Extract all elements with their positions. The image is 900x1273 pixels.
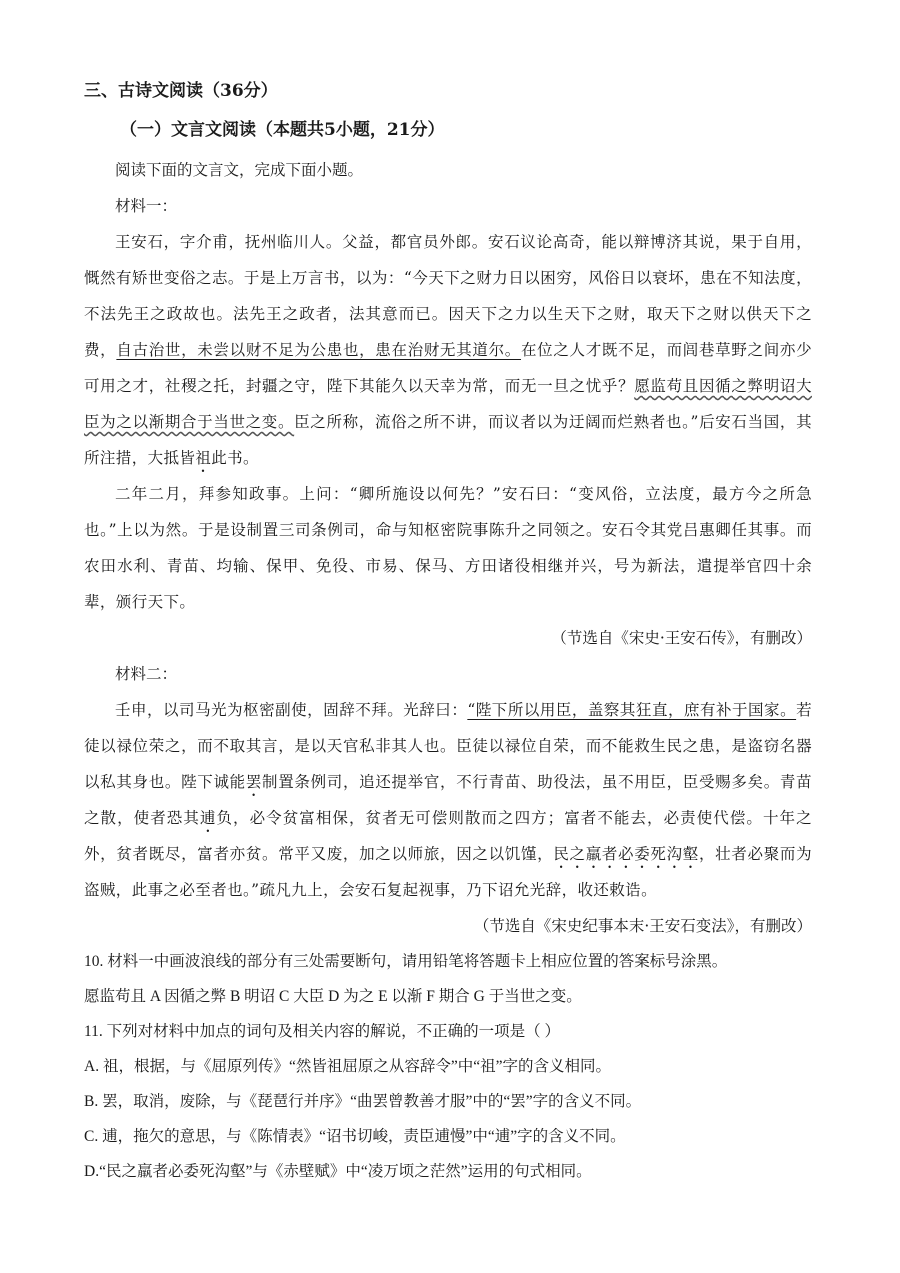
text-segment: 负，必令贫富相保，贫者无可偿则散而之四方；富者不能去，必责使代偿。十年之外，贫者既尽，富者亦贫。常平又废，加之以师旅，因之以饥馑， [84, 809, 812, 863]
text-segment: 在位之人才既不足，而闾巷草野之间亦少可用之才，社稷之托，封疆之守，陛下其能久以天幸为常，而无一旦之忧乎？ [84, 341, 812, 395]
material1-label: 材料一： [115, 197, 178, 215]
material2-source: （节选自《宋史纪事本末·王安石变法》，有删改） [473, 917, 812, 935]
text-segment: 壬申，以司马光为枢密副使，固辞不拜。光辞曰： [115, 701, 468, 719]
question-11-option-a: A. 祖，根据，与《屈原列传》“然皆祖屈原之从容辞令”中“祖”字的含义相同。 [84, 1058, 611, 1075]
text-segment: 王安石，字介甫，抚州临川人。父益，都官员外郎。安石议论高奇，能以辩博济其说，果于自用，慨然有矫世变俗之志。于是上万言书，以为：“今天下之财力日以困穷，风俗日以衰坏，患在不知法度，不法先王之政故也。法先王之政者，法其意而已。因天下之力以生天下之财，取天下之财以供天下之费， [84, 233, 812, 359]
section-subtitle: （一）文言文阅读（本题共5小题，21分） [120, 120, 445, 140]
material1-source: （节选自《宋史·王安石传》，有删改） [551, 629, 812, 647]
text-segment: 臣之所称，流俗之所不讲，而议者以为迂阔而烂熟者也。”后安石当国，其所注措，大抵皆 [84, 413, 812, 467]
dotted-word: 罢 [245, 773, 263, 791]
material1-paragraph2: 二年二月，拜参知政事。上问：“卿所施设以何先？”安石曰：“变风俗，立法度，最方今之所急也。”上以为然。于是设制置三司条例司，命与知枢密院事陈升之同领之。安石令其党吕惠卿任其事。而农田水利、青苗、均输、保甲、免役、市易、保马、方田诸役相继并兴，号为新法，遣提举官四十余辈，颁行天下。 [84, 485, 812, 611]
text-segment: ，壮者必聚而为盗贼，此事之必至者也。”疏凡九上，会安石复起视事，乃下诏允光辞，收还敕诰。 [84, 845, 812, 899]
question-11-option-d: D.“民之羸者必委死沟壑”与《赤壁赋》中“凌万顷之茫然”运用的句式相同。 [84, 1163, 592, 1180]
underlined-sentence: “陛下所以用臣，盖察其狂直，庶有补于国家。 [467, 701, 797, 719]
dotted-phrase: 民之羸者必委死沟壑 [553, 845, 699, 863]
instruction: 阅读下面的文言文，完成下面小题。 [115, 161, 364, 179]
material2-label: 材料二： [115, 665, 178, 683]
question-10-sentence: 愿监苟且 A 因循之弊 B 明诏 C 大臣 D 为之 E 以渐 F 期合 G 于当世之变。 [84, 988, 582, 1005]
question-11-option-c: C. 逋，拖欠的意思，与《陈情表》“诏书切峻，责臣逋慢”中“逋”字的含义不同。 [84, 1128, 626, 1145]
text-segment: 此书。 [211, 449, 259, 467]
dotted-word: 逋 [199, 809, 217, 827]
dotted-word: 祖 [195, 449, 212, 467]
text-segment: 制置条例司，追还提举官，不行青苗、助役法，虽不用臣，臣受赐多矣。青苗之散，使者恐其 [84, 773, 812, 827]
text-segment: 若徒以禄位荣之，而不取其言，是以天官私非其人也。臣徒以禄位自荣，而不能救生民之患，是盗窃名器以私其身也。陛下诚能 [84, 701, 812, 791]
wavy-underlined-sentence: 愿监苟且因循之弊明诏大臣为之以渐期合于当世之变。 [84, 377, 812, 431]
section-title: 三、古诗文阅读（36分） [84, 81, 278, 101]
material1-paragraph1 [84, 224, 812, 476]
question-11-stem: 11. 下列对材料中加点的词句及相关内容的解说，不正确的一项是（ ） [84, 1023, 561, 1040]
question-10-stem: 10. 材料一中画波浪线的部分有三处需要断句，请用铅笔将答题卡上相应位置的答案标号涂黑。 [84, 953, 728, 970]
material2-paragraph1 [84, 692, 812, 908]
underlined-sentence: 自古治世，未尝以财不足为公患也，患在治财无其道尔。 [116, 341, 521, 359]
question-11-option-b: B. 罢，取消，废除，与《琵琶行并序》“曲罢曾教善才服”中的“罢”字的含义不同。 [84, 1093, 642, 1110]
